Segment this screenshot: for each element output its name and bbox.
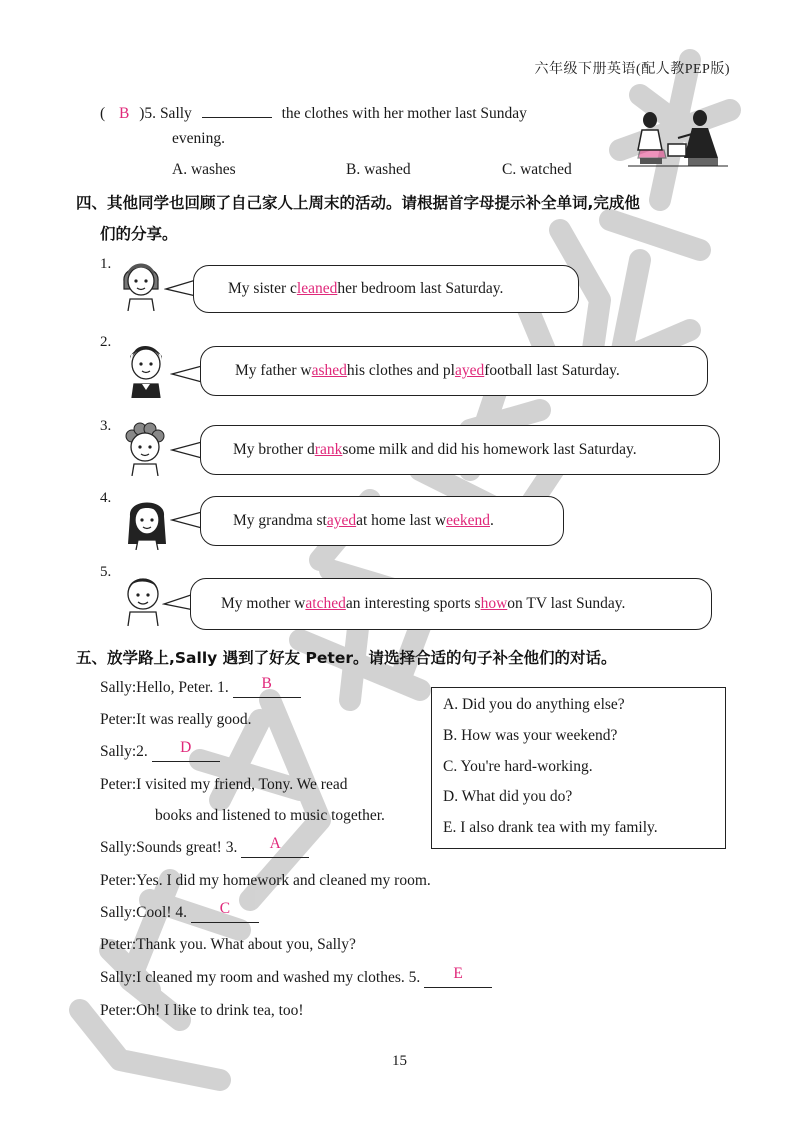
dialogue-answer-4: C xyxy=(219,900,231,917)
dialogue-answer-2: D xyxy=(180,739,192,756)
s4-item4-text-b: at home last w xyxy=(356,512,447,529)
dialogue-blank-2 xyxy=(152,739,220,762)
dialogue-blank-1 xyxy=(233,675,301,698)
speaker: Peter: xyxy=(100,936,137,953)
dialogue-text: Hello, Peter. 1. xyxy=(136,679,229,696)
speaker: Peter: xyxy=(100,1002,137,1019)
s4-item4-number: 4. xyxy=(100,490,112,506)
long-hair-girl-avatar-icon xyxy=(124,494,170,550)
s4-item3-bubble xyxy=(200,425,720,475)
s4-item2-text-a: My father w xyxy=(235,362,312,379)
dialogue-answer-1: B xyxy=(261,675,272,692)
dialogue-text: Oh! I like to drink tea, too! xyxy=(136,1002,304,1019)
s4-item3-text-b: some milk and did his homework last Saturday. xyxy=(342,441,637,458)
dialogue-blank-5 xyxy=(424,965,492,988)
washing-clothes-illustration xyxy=(628,108,728,170)
dialogue-line-4 xyxy=(100,776,347,794)
dialogue-text: It was really good. xyxy=(136,711,252,728)
speech-tail xyxy=(164,276,196,300)
speech-tail xyxy=(170,362,202,386)
speaker: Sally: xyxy=(100,839,137,856)
s5-option-b: B. How was your weekend? xyxy=(443,727,618,744)
q5-paren-open: ( xyxy=(100,105,106,122)
speaker: Sally: xyxy=(100,969,137,986)
s5-option-e: E. I also drank tea with my family. xyxy=(443,819,658,836)
s4-item3-number: 3. xyxy=(100,418,112,434)
section5-options-box xyxy=(431,687,726,849)
s4-item2-bubble xyxy=(200,346,708,396)
s4-item4-answer2: eekend xyxy=(446,512,490,529)
page-number: 15 xyxy=(392,1053,407,1069)
q5-option-c: C. watched xyxy=(502,161,572,178)
q5-option-a: A. washes xyxy=(172,161,236,178)
q5-blank xyxy=(202,99,272,118)
q5-paren-close: )5. xyxy=(139,105,157,122)
page-header-title: 六年级下册英语(配人教PEP版) xyxy=(534,62,730,77)
dialogue-line-9 xyxy=(100,936,356,954)
speech-tail xyxy=(170,508,202,532)
s4-item5-text-c: on TV last Sunday. xyxy=(507,595,626,612)
q5-text-before: Sally xyxy=(159,105,192,122)
dialogue-line-2 xyxy=(100,711,252,729)
s4-item4-answer1: ayed xyxy=(326,512,357,529)
dialogue-text: books and listened to music together. xyxy=(155,807,385,824)
s4-item2-text-c: football last Saturday. xyxy=(484,362,620,379)
dialogue-text: I visited my friend, Tony. We read xyxy=(136,776,348,793)
section4-title-line2: 们的分享。 xyxy=(100,225,178,243)
s5-option-d: D. What did you do? xyxy=(443,788,573,805)
speaker: Sally: xyxy=(100,743,137,760)
q5-answer: B xyxy=(119,105,130,122)
dialogue-text: Thank you. What about you, Sally? xyxy=(136,936,356,953)
q5-line2: evening. xyxy=(172,130,225,147)
dialogue-line-7 xyxy=(100,872,431,890)
s5-option-c: C. You're hard-working. xyxy=(443,758,593,775)
s4-item3-text-a: My brother d xyxy=(233,441,315,458)
speaker: Peter: xyxy=(100,872,137,889)
short-hair-boy-avatar-icon xyxy=(120,570,166,626)
dialogue-text: Sounds great! 3. xyxy=(136,839,238,856)
speech-tail xyxy=(170,438,202,462)
dialogue-text: I cleaned my room and washed my clothes. 5. xyxy=(136,969,421,986)
s4-item2-number: 2. xyxy=(100,334,112,350)
dialogue-answer-5: E xyxy=(453,965,463,982)
s4-item1-bubble xyxy=(193,265,579,313)
q5-option-b: B. washed xyxy=(346,161,411,178)
speaker: Sally: xyxy=(100,904,137,921)
girl-avatar-icon xyxy=(118,255,164,311)
dialogue-blank-3 xyxy=(241,835,309,858)
s4-item2-answer1: ashed xyxy=(311,362,347,379)
dialogue-line-3 xyxy=(100,739,220,762)
s4-item4-bubble xyxy=(200,496,564,546)
dialogue-answer-3: A xyxy=(269,835,281,852)
dialogue-line-6 xyxy=(100,835,309,858)
s5-option-a: A. Did you do anything else? xyxy=(443,696,625,713)
s4-item1-text-a: My sister c xyxy=(228,280,297,297)
dialogue-line-11 xyxy=(100,1002,304,1020)
dialogue-line-5 xyxy=(155,807,385,825)
s4-item5-text-b: an interesting sports s xyxy=(345,595,481,612)
q5-text-after: the clothes with her mother last Sunday xyxy=(281,105,527,122)
s4-item4-text-a: My grandma st xyxy=(233,512,327,529)
s4-item2-answer2: ayed xyxy=(454,362,485,379)
s4-item5-bubble xyxy=(190,578,712,630)
s4-item2-text-b: his clothes and pl xyxy=(346,362,455,379)
s4-item5-text-a: My mother w xyxy=(221,595,306,612)
dialogue-text: 2. xyxy=(136,743,148,760)
s4-item5-answer2: how xyxy=(480,595,508,612)
section5-title: 五、放学路上,Sally 遇到了好友 Peter。请选择合适的句子补全他们的对话。 xyxy=(76,649,617,667)
q5-line1 xyxy=(100,99,527,123)
s4-item1-number: 1. xyxy=(100,256,112,272)
dialogue-line-10 xyxy=(100,965,492,988)
curly-boy-avatar-icon xyxy=(122,420,168,476)
s4-item5-answer1: atched xyxy=(305,595,346,612)
s4-item1-text-b: her bedroom last Saturday. xyxy=(337,280,504,297)
s4-item5-number: 5. xyxy=(100,564,112,580)
s4-item3-answer: rank xyxy=(314,441,343,458)
dialogue-blank-4 xyxy=(191,900,259,923)
speaker: Peter: xyxy=(100,711,137,728)
dialogue-text: Cool! 4. xyxy=(136,904,187,921)
dialogue-text: Yes. I did my homework and cleaned my room. xyxy=(136,872,431,889)
speaker: Sally: xyxy=(100,679,137,696)
dialogue-line-1 xyxy=(100,675,301,698)
s4-item1-answer: leaned xyxy=(296,280,338,297)
dialogue-line-8 xyxy=(100,900,259,923)
s4-item4-text-c: . xyxy=(489,512,494,529)
boy-avatar-icon xyxy=(124,340,168,398)
section4-title-line1: 四、其他同学也回顾了自己家人上周末的活动。请根据首字母提示补全单词,完成他 xyxy=(76,194,640,212)
speaker: Peter: xyxy=(100,776,137,793)
